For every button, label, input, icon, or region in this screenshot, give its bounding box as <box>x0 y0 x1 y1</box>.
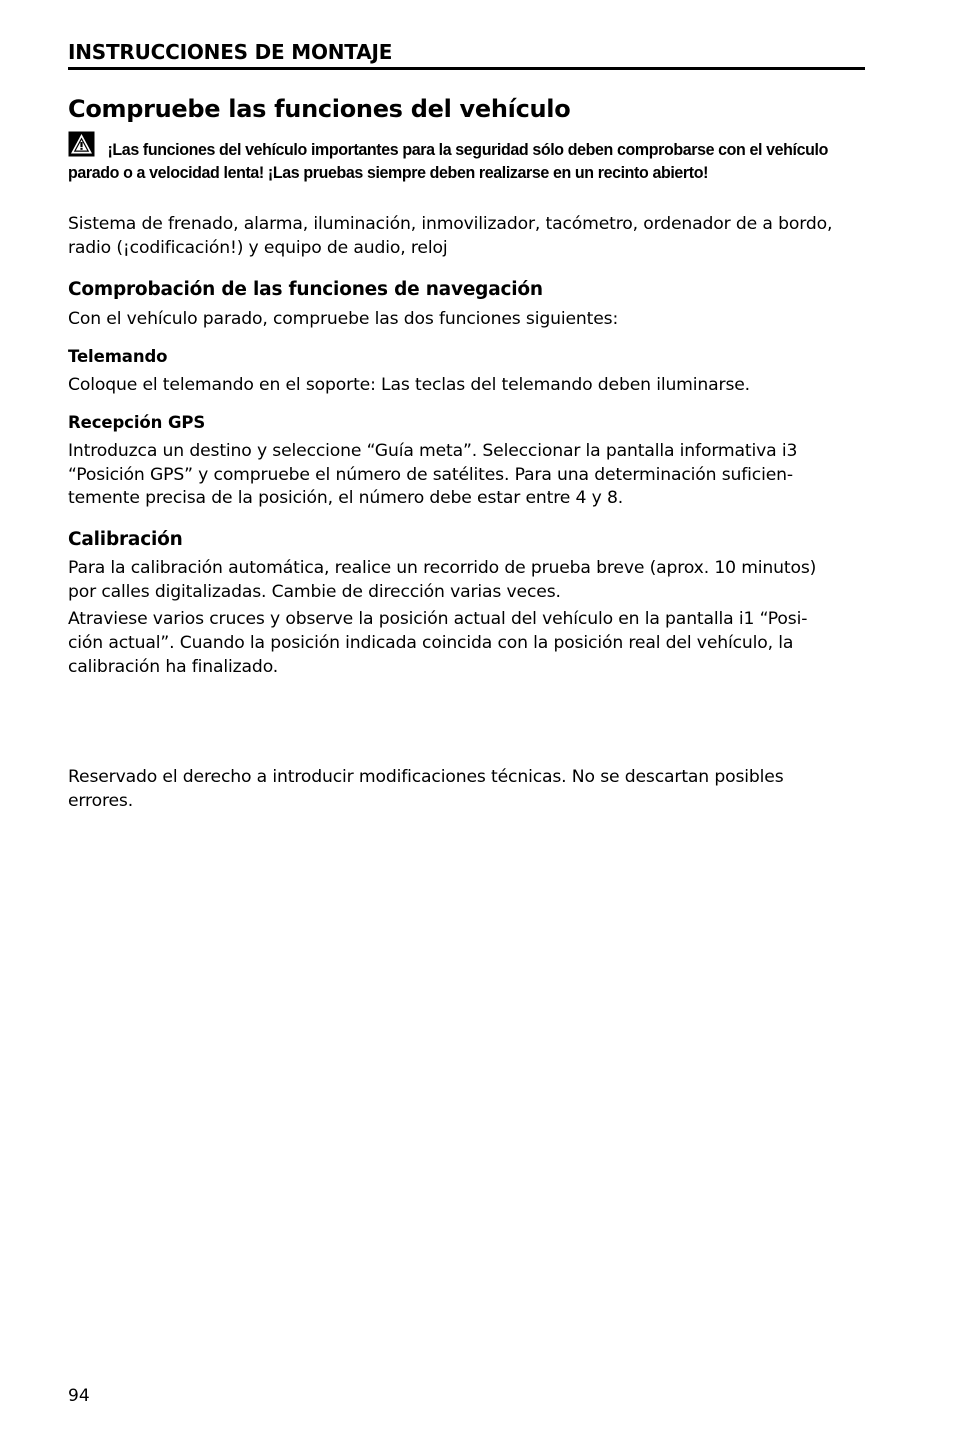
section-header: INSTRUCCIONES DE MONTAJE <box>68 40 393 64</box>
warning-block <box>68 131 865 184</box>
gps-text-line-3: temente precisa de la posición, el número debe estar entre 4 y 8. <box>68 488 624 508</box>
calibration-text-2-line-1: Atraviese varios cruces y observe la posición actual del vehículo en la pantalla i1 “Posi- <box>68 609 808 629</box>
page-number: 94 <box>68 1386 90 1406</box>
gps-heading: Recepción GPS <box>68 413 206 432</box>
navigation-intro: Con el vehículo parado, compruebe las dos funciones siguientes: <box>68 309 619 329</box>
calibration-text-1-line-1: Para la calibración automática, realice un recorrido de prueba breve (aprox. 10 minutos) <box>68 558 817 578</box>
systems-list-text: Sistema de frenado, alarma, iluminación, inmovilizador, tacómetro, ordenador de a bordo, radio (¡codificación!) y equipo de audio, reloj <box>68 214 833 258</box>
page-title: Compruebe las funciones del vehículo <box>68 95 571 123</box>
header-rule <box>68 67 865 70</box>
disclaimer-line-2: errores. <box>68 791 134 811</box>
calibration-text-2-line-3: calibración ha finalizado. <box>68 657 279 677</box>
navigation-heading: Comprobación de las funciones de navegación <box>68 279 543 300</box>
remote-heading: Telemando <box>68 347 168 366</box>
calibration-text-2-line-2: ción actual”. Cuando la posición indicada coincida con la posición real del vehículo, la <box>68 633 794 653</box>
calibration-heading: Calibración <box>68 529 183 550</box>
remote-text: Coloque el telemando en el soporte: Las teclas del telemando deben iluminarse. <box>68 375 750 395</box>
warning-text: ¡Las funciones del vehículo importantes para la seguridad sólo deben comprobarse con el vehículo parado o a velocidad lenta! ¡Las pruebas siempre deben realizarse en un recinto abierto! <box>68 140 828 182</box>
gps-text-line-2: “Posición GPS” y compruebe el número de satélites. Para una determinación suficien- <box>68 465 793 485</box>
calibration-text-1-line-2: por calles digitalizadas. Cambie de dirección varias veces. <box>68 582 561 602</box>
gps-text-line-1: Introduzca un destino y seleccione “Guía meta”. Seleccionar la pantalla informativa i3 <box>68 441 798 461</box>
disclaimer-line-1: Reservado el derecho a introducir modificaciones técnicas. No se descartan posibles <box>68 767 784 787</box>
